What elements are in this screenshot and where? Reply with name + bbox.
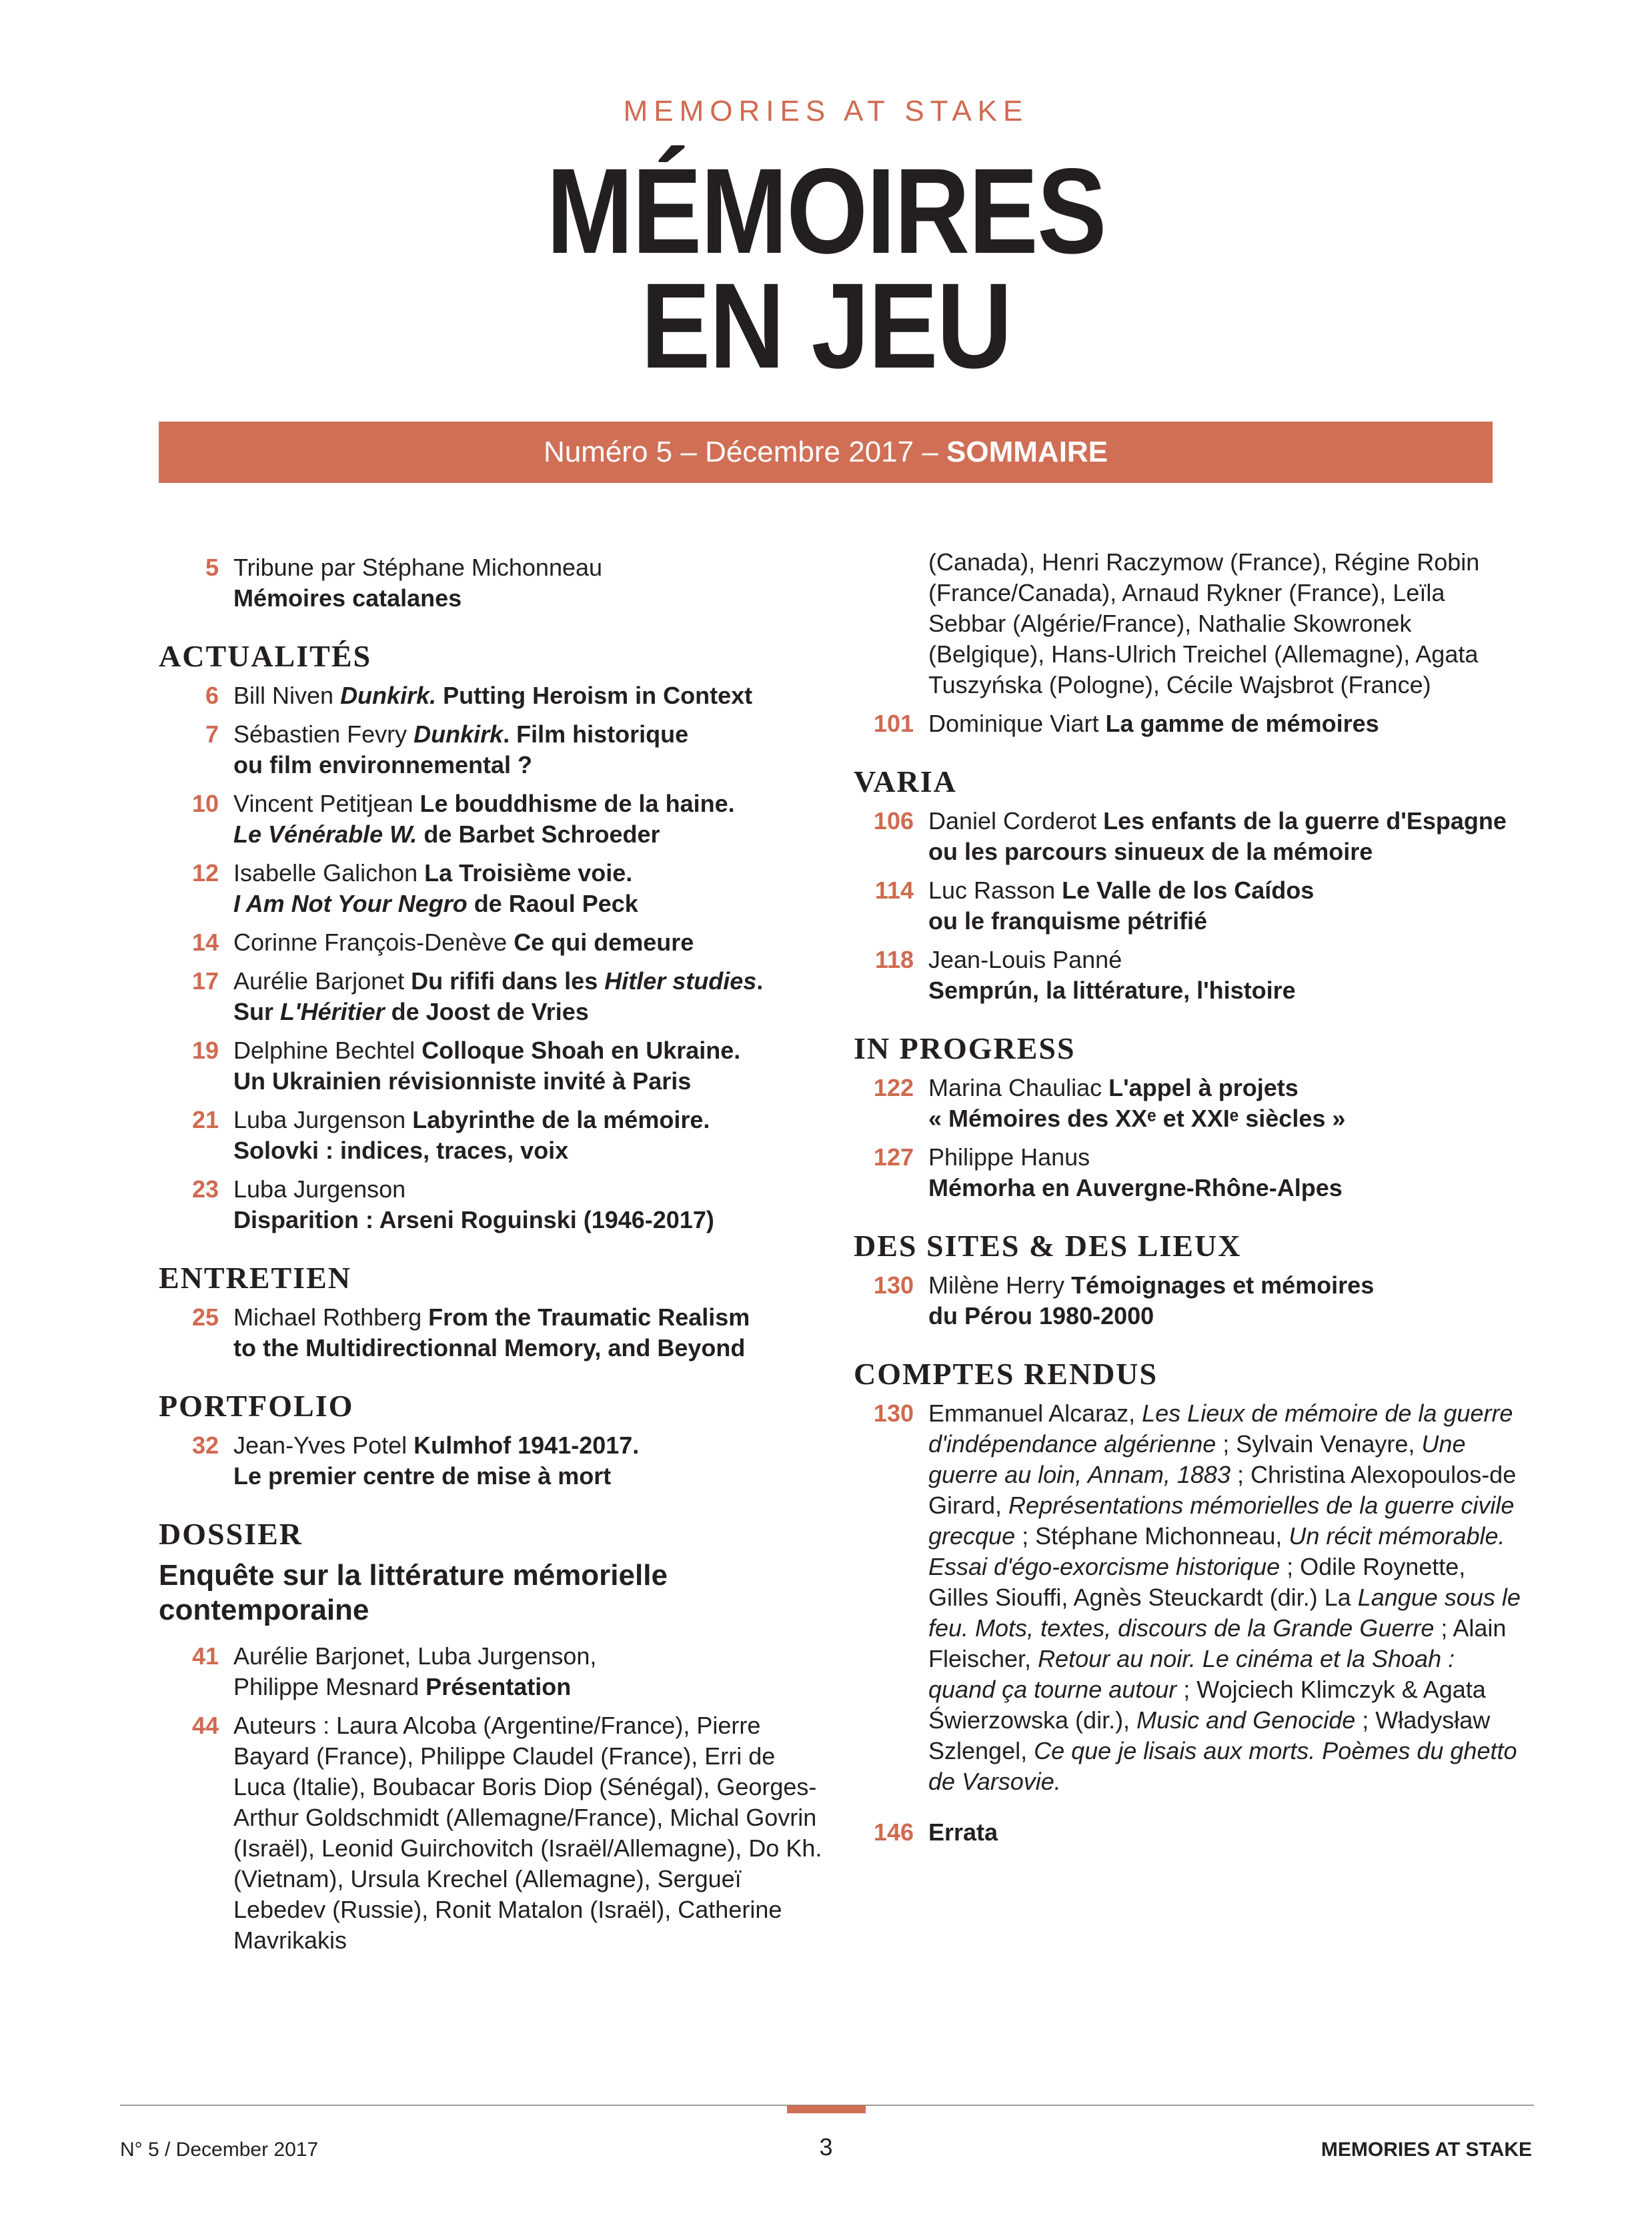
toc-entry[interactable] [854, 875, 1521, 937]
reviews-list [928, 1398, 1521, 1797]
page-number: 17 [191, 967, 219, 995]
entry-title: Colloque Shoah en Ukraine. [422, 1037, 741, 1064]
footer-page-number: 3 [819, 2133, 833, 2161]
toc-entry[interactable] [159, 788, 826, 850]
entry-title-line2: du Pérou 1980-2000 [928, 1302, 1154, 1329]
toc-entry-continued [854, 547, 1521, 700]
review-author: ; Władysław Szlengel, [928, 1706, 1491, 1764]
review-title: Retour au noir. Le cinéma et la Shoah : quand ça tourne autour [928, 1645, 1455, 1703]
toc-left-column [159, 552, 826, 1964]
page-number: 32 [191, 1432, 219, 1459]
entry-author: Luba Jurgenson [233, 1106, 413, 1133]
toc-entry[interactable] [854, 1142, 1521, 1203]
review-title: Représentations mémorielles de la guerre civile grecque [928, 1492, 1515, 1550]
entry-title-italic: I Am Not Your Negro [233, 890, 468, 917]
entry-title-line2: Disparition : Arseni Roguinski (1946-2017) [233, 1206, 714, 1233]
issue-banner-sommaire: SOMMAIRE [946, 436, 1108, 468]
section-heading-entretien: ENTRETIEN [159, 1261, 351, 1295]
entry-title-line2: Le premier centre de mise à mort [233, 1462, 612, 1490]
entry-author: Luba Jurgenson [233, 1175, 406, 1203]
page-number: 41 [191, 1642, 219, 1670]
page-number: 122 [873, 1074, 914, 1101]
toc-entry[interactable] [854, 1270, 1521, 1331]
page-number: 44 [191, 1712, 219, 1739]
review-author: ; Wojciech Klimczyk & Agata Świerzowska (dir.), [928, 1676, 1486, 1734]
page-number: 130 [873, 1271, 914, 1299]
entry-title-italic: Hitler studies [604, 967, 757, 995]
review-author: ; Alain Fleischer, [928, 1614, 1507, 1672]
toc-entry[interactable] [159, 719, 826, 780]
section-heading-dossier: DOSSIER [159, 1517, 303, 1551]
entry-title-line2: de Raoul Peck [467, 890, 638, 917]
entry-title: Le bouddhisme de la haine. [420, 790, 735, 817]
entry-author: Sébastien Fevry [233, 720, 414, 748]
review-title: Les Lieux de mémoire de la guerre d'indépendance algérienne [928, 1400, 1513, 1458]
toc-entry[interactable] [159, 1302, 826, 1363]
entry-title-line2: de Barbet Schroeder [417, 820, 660, 848]
entry-title-line2: ou film environnemental ? [233, 751, 533, 778]
entry-author: Jean-Yves Potel [233, 1432, 414, 1459]
entry-title-italic: Le Vénérable W. [233, 820, 418, 848]
toc-entry[interactable] [159, 1174, 826, 1235]
entry-title: Ce qui demeure [514, 929, 694, 956]
issue-banner-text: Numéro 5 – Décembre 2017 – [543, 436, 947, 468]
page-number: 5 [205, 554, 219, 581]
page-number: 25 [191, 1303, 219, 1331]
entry-author: Tribune par Stéphane Michonneau [233, 554, 603, 581]
entry-title-line2: Sur [233, 998, 281, 1025]
page-number: 118 [874, 946, 914, 973]
page-number: 23 [191, 1175, 219, 1203]
entry-title: Les enfants de la guerre d'Espagne ou les parcours sinueux de la mémoire [928, 807, 1507, 865]
entry-title: L'appel à projets [1108, 1074, 1299, 1101]
entry-title-line2: Mémorha en Auvergne-Rhône-Alpes [928, 1174, 1343, 1201]
page-number: 146 [873, 1818, 914, 1846]
entry-author: Bill Niven [233, 682, 341, 709]
page-number: 21 [191, 1106, 219, 1133]
review-author: ; Sylvain Venayre, [1216, 1430, 1422, 1458]
page-number: 114 [874, 877, 914, 904]
issue-banner [159, 422, 1493, 483]
toc-entry[interactable] [159, 680, 826, 711]
entry-author: Dominique Viart [928, 710, 1106, 737]
entry-author: Jean-Louis Panné [928, 946, 1122, 973]
entry-title: From the Traumatic Realism [428, 1303, 750, 1331]
toc-entry[interactable] [159, 1641, 826, 1702]
toc-entry[interactable] [159, 1710, 826, 1956]
entry-author-line2: Philippe Mesnard [233, 1673, 426, 1700]
review-author: ; Christina Alexopoulos-de Girard, [928, 1461, 1517, 1519]
entry-title-italic: Dunkirk. [340, 682, 437, 709]
entry-authors-list: Auteurs : Laura Alcoba (Argentine/France), Pierre Bayard (France), Philippe Claudel (France), Erri de Luca (Italie), Boubacar Boris Diop (Sénégal), Georges-Arthur Goldschmidt (Allemagne/France), Michal Govrin (Israël), Leonid Guirchovitch (Israël/Allemagne), Do Kh. (Vietnam), Ursula Krechel (Allemagne), Sergueï Lebedev (Russie), Ronit Matalon (Israël), Catherine Mavrikakis [233, 1712, 822, 1954]
masthead-title-line1: MÉMOIRES [546, 143, 1106, 279]
entry-title-end: . [756, 967, 764, 995]
entry-title: Errata [928, 1818, 998, 1846]
entry-title: Du rififi dans les [411, 967, 605, 995]
review-title: Un récit mémorable. Essai d'égo-exorcisme historique [928, 1522, 1505, 1580]
page-number: 7 [205, 720, 219, 748]
entry-author: Marina Chauliac [928, 1074, 1109, 1101]
page-number: 10 [191, 790, 219, 817]
page-number: 130 [873, 1400, 914, 1427]
toc-entry[interactable] [159, 1105, 826, 1166]
section-heading-sites-lieux: DES SITES & DES LIEUX [854, 1229, 1242, 1263]
page-number: 106 [873, 807, 914, 835]
toc-right-column [854, 547, 1521, 1856]
toc-entry[interactable] [159, 966, 826, 1027]
entry-title-line2: « Mémoires des XXᵉ et XXIᵉ siècles » [928, 1105, 1346, 1132]
entry-title: Témoignages et mémoires [1071, 1271, 1375, 1299]
entry-title-line2: ou le franquisme pétrifié [928, 907, 1208, 935]
entry-title-line2: Un Ukrainien révisionniste invité à Paris [233, 1067, 692, 1095]
entry-title: Présentation [426, 1673, 572, 1700]
page-number: 127 [873, 1143, 914, 1171]
entry-title-italic: L'Héritier [280, 998, 385, 1025]
entry-title-line2: Solovki : indices, traces, voix [233, 1137, 569, 1164]
entry-title: Labyrinthe de la mémoire. [412, 1106, 710, 1133]
section-heading-actualites: ACTUALITÉS [159, 639, 372, 673]
toc-entry[interactable] [854, 806, 1521, 867]
entry-author: Vincent Petitjean [233, 790, 420, 817]
review-author: ; Stéphane Michonneau, [1015, 1522, 1289, 1550]
entry-title-line2: to the Multidirectionnal Memory, and Beyond [233, 1334, 746, 1361]
page-number: 19 [191, 1037, 219, 1064]
masthead-subtitle: MEMORIES AT STAKE [623, 95, 1029, 127]
section-heading-varia: VARIA [854, 764, 957, 798]
toc-entry[interactable] [159, 927, 826, 958]
entry-title: Kulmhof 1941-2017. [414, 1432, 640, 1459]
review-author: Emmanuel Alcaraz, [928, 1400, 1142, 1427]
entry-author: Aurélie Barjonet, Luba Jurgenson, [233, 1642, 597, 1670]
review-author: ; Odile Roynette, Gilles Siouffi, Agnès Steuckardt (dir.) La [928, 1553, 1466, 1611]
toc-entry[interactable] [159, 1035, 826, 1097]
review-title: Langue sous le feu. Mots, textes, discours de la Grande Guerre [928, 1584, 1521, 1642]
toc-entry[interactable] [854, 1073, 1521, 1134]
entry-author: Daniel Corderot [928, 807, 1104, 835]
masthead-title-line2: EN JEU [640, 257, 1012, 394]
toc-entry[interactable] [854, 945, 1521, 1006]
section-heading-in-progress: IN PROGRESS [854, 1031, 1076, 1065]
entry-title: La Troisième voie. [424, 859, 633, 887]
page-number: 101 [873, 710, 914, 737]
toc-entry[interactable] [854, 708, 1521, 739]
masthead-title [115, 143, 1536, 394]
entry-author: Milène Herry [928, 1271, 1072, 1299]
section-heading-portfolio: PORTFOLIO [159, 1389, 354, 1423]
footer-journal-name: MEMORIES AT STAKE [1321, 2139, 1532, 2161]
entry-authors-list-continued: (Canada), Henri Raczymow (France), Régine Robin (France/Canada), Arnaud Rykner (France), Leïla Sebbar (Algérie/France), Nathalie Skowronek (Belgique), Hans-Ulrich Treichel (Allemagne), Agata Tuszyńska (Pologne), Cécile Wajsbrot (France) [928, 548, 1480, 698]
entry-author: Philippe Hanus [928, 1143, 1090, 1171]
entry-title: . Film historique [503, 720, 689, 748]
entry-author: Aurélie Barjonet [233, 967, 411, 995]
review-title: Une guerre au loin, Annam, 1883 [928, 1430, 1466, 1488]
toc-entry[interactable] [159, 1430, 826, 1492]
entry-author: Delphine Bechtel [233, 1037, 422, 1064]
page-number: 12 [191, 859, 219, 887]
section-heading-comptes-rendus: COMPTES RENDUS [854, 1357, 1158, 1391]
toc-entry[interactable] [159, 858, 826, 919]
entry-title-italic: Dunkirk [414, 720, 504, 748]
entry-title: La gamme de mémoires [1105, 710, 1379, 737]
page-number: 6 [205, 682, 219, 709]
entry-author: Luc Rasson [928, 877, 1062, 904]
toc-entry[interactable] [854, 1817, 1521, 1848]
page-number: 14 [191, 929, 219, 956]
toc-entry[interactable] [854, 1398, 1521, 1797]
entry-title: Mémoires catalanes [233, 584, 462, 612]
review-title: Ce que je lisais aux morts. Poèmes du ghetto de Varsovie. [928, 1737, 1517, 1795]
footer-issue: N° 5 / December 2017 [120, 2139, 319, 2161]
entry-author: Corinne François-Denève [233, 929, 514, 956]
review-title: Music and Genocide [1136, 1706, 1356, 1734]
entry-author: Michael Rothberg [233, 1303, 429, 1331]
dossier-title: Enquête sur la littérature mémorielle contemporaine [159, 1559, 668, 1626]
entry-title: Putting Heroism in Context [436, 682, 753, 709]
entry-title: Le Valle de los Caídos [1062, 877, 1315, 904]
entry-title-line2: Semprún, la littérature, l'histoire [928, 977, 1296, 1004]
entry-title-line2-end: de Joost de Vries [384, 998, 589, 1025]
footer-accent-tab [787, 2105, 866, 2113]
entry-author: Isabelle Galichon [233, 859, 425, 887]
toc-entry[interactable] [159, 552, 826, 614]
